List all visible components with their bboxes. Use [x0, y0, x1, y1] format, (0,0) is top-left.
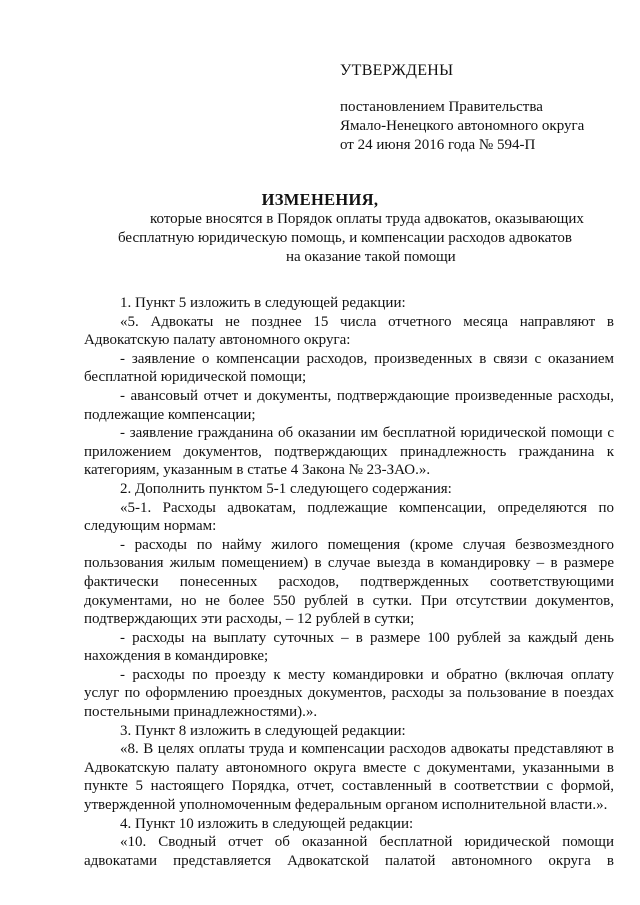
subtitle-line: на оказание такой помощи: [286, 249, 456, 265]
body-line: - заявление о компенсации расходов, произведенных в связи с оказанием: [120, 350, 614, 367]
body-line: «5-1. Расходы адвокатам, подлежащие компенсации, определяются по: [120, 499, 614, 516]
body-line: 4. Пункт 10 изложить в следующей редакции:: [120, 815, 414, 832]
approval-line: постановлением Правительства: [340, 99, 543, 115]
body-line: «10. Сводный отчет об оказанной бесплатной юридической помощи: [120, 834, 614, 851]
body-line: - расходы на выплату суточных – в размере 100 рублей за каждый день: [120, 629, 614, 646]
body-line: следующим нормам:: [84, 518, 217, 535]
body-line: утвержденной уполномоченным федеральным органом исполнительной власти.».: [84, 797, 608, 814]
body-line: подтверждающих эти расходы, – 12 рублей в сутки;: [84, 611, 415, 628]
body-line: «5. Адвокаты не позднее 15 числа отчетного месяца направляют в: [120, 313, 614, 330]
body-line: «8. В целях оплаты труда и компенсации расходов адвокаты представляют в: [120, 741, 614, 758]
body-line: категориям, указанным в статье 4 Закона № 23-ЗАО.».: [84, 462, 431, 479]
document-body: [84, 294, 614, 870]
document-heading: [0, 190, 640, 210]
approval-line: Ямало-Ненецкого автономного округа: [340, 118, 585, 134]
body-line: бесплатной юридической помощи;: [84, 369, 307, 386]
body-line: пункте 5 настоящего Порядка, отчет, составленный в соответствии с формой,: [84, 778, 614, 795]
body-line: услуг по оформлению проездных документов, расходы за пользование в поездах: [84, 685, 614, 702]
approval-line: от 24 июня 2016 года № 594-П: [340, 137, 536, 153]
body-line: пользования жилым помещением) в случае выезда в командировку – в размере: [84, 555, 614, 572]
heading-subtitle: [0, 210, 640, 267]
body-line: подлежащие компенсации;: [84, 406, 256, 423]
body-line: фактически понесенных расходов, подтвержденных соответствующими: [84, 573, 614, 590]
body-line: - расходы по проезду к месту командировки и обратно (включая оплату: [120, 666, 614, 683]
subtitle-line: которые вносятся в Порядок оплаты труда адвокатов, оказывающих: [150, 211, 584, 227]
body-line: приложением документов, подтверждающих принадлежность гражданина к: [84, 443, 614, 460]
body-line: - заявление гражданина об оказании им бесплатной юридической помощи с: [120, 425, 614, 442]
subtitle-line: бесплатную юридическую помощь, и компенсации расходов адвокатов: [118, 230, 572, 246]
body-line: документами, но не более 550 рублей в сутки. При отсутствии документов,: [84, 592, 614, 609]
body-line: 2. Дополнить пунктом 5-1 следующего содержания:: [120, 480, 452, 497]
body-line: адвокатами представляется Адвокатской палатой автономного округа в: [84, 852, 614, 869]
approval-title: УТВЕРЖДЕНЫ: [340, 62, 454, 79]
body-line: 3. Пункт 8 изложить в следующей редакции:: [120, 722, 406, 739]
approval-block: [340, 62, 620, 155]
body-line: - расходы по найму жилого помещения (кроме случая безвозмездного: [120, 536, 614, 553]
body-line: 1. Пункт 5 изложить в следующей редакции:: [120, 295, 406, 311]
heading-title: ИЗМЕНЕНИЯ,: [261, 190, 379, 209]
body-line: Адвокатскую палату автономного округа:: [84, 332, 351, 349]
body-line: Адвокатскую палату автономного округа вместе с документами, указанными в: [84, 759, 614, 776]
body-line: постельными принадлежностями).».: [84, 704, 318, 721]
body-line: нахождения в командировке;: [84, 648, 269, 665]
body-line: - авансовый отчет и документы, подтверждающие произведенные расходы,: [120, 387, 614, 404]
